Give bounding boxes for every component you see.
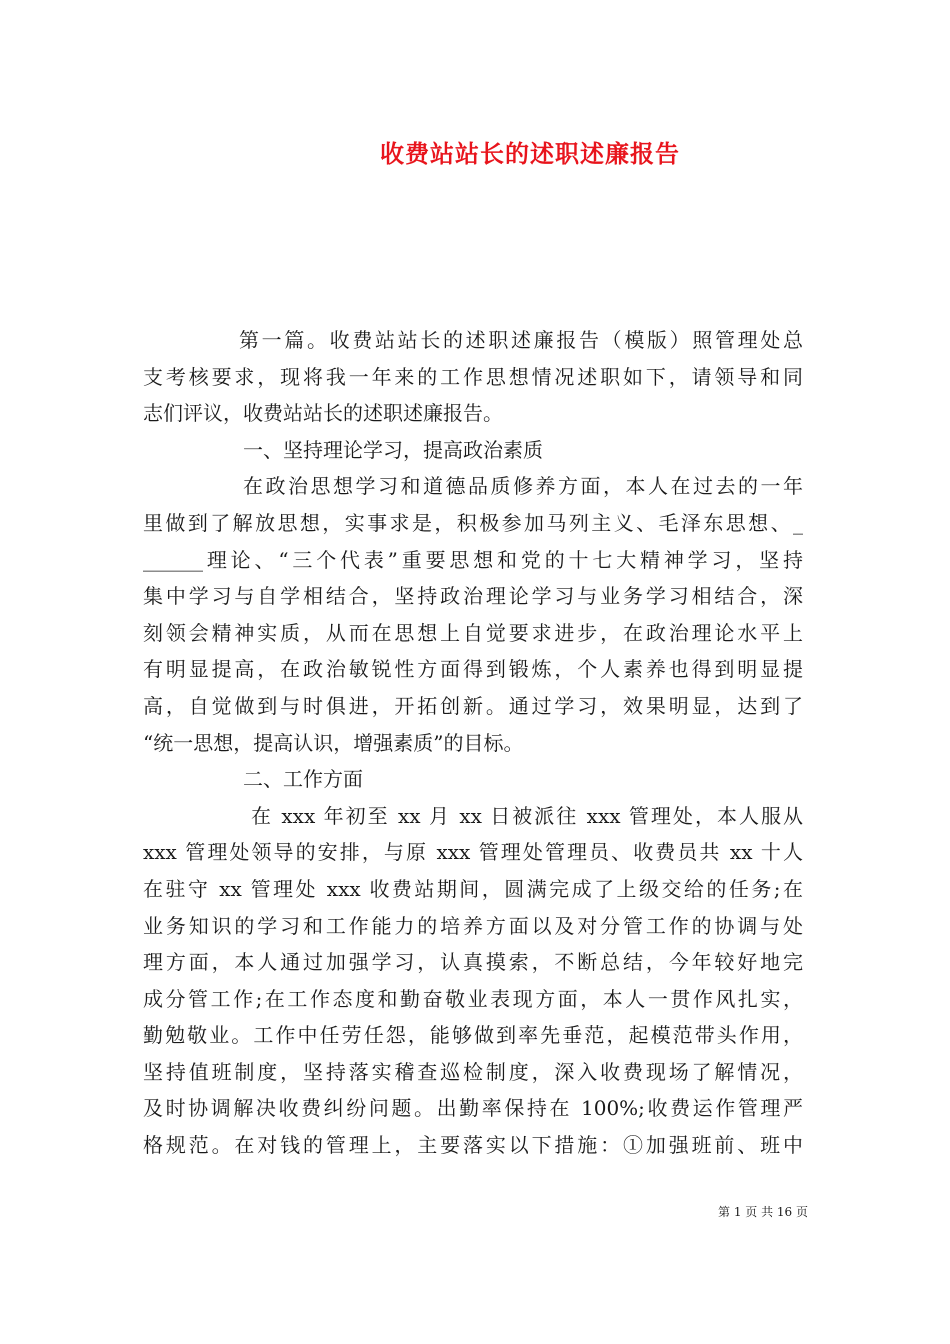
paragraph-line: 在政治思想学习和道德品质修养方面，本人在过去的一年	[243, 474, 803, 499]
section-heading: 一、坚持理论学习，提高政治素质	[243, 437, 543, 462]
body-text	[143, 322, 803, 1164]
paragraph-line: 高，自觉做到与时俱进，开拓创新。通过学习，效果明显，达到了	[143, 693, 803, 718]
page-number: 第 1 页 共 16 页	[718, 1205, 808, 1219]
page-title: 收费站站长的述职述廉报告	[380, 139, 680, 168]
paragraph-line: 成分管工作;在工作态度和勤奋敬业表现方面，本人一贯作风扎实，	[143, 986, 803, 1011]
paragraph-line: 及时协调解决收费纠纷问题。出勤率保持在 100%;收费运作管理严	[143, 1096, 803, 1121]
paragraph-line: 理方面，本人通过加强学习，认真摸索，不断总结，今年较好地完	[143, 950, 803, 975]
paragraph-line: 格规范。在对钱的管理上，主要落实以下措施：①加强班前、班中	[143, 1133, 803, 1158]
section-heading: 二、工作方面	[243, 767, 363, 792]
paragraph-line: 志们评议，收费站站长的述职述廉报告。	[143, 401, 503, 426]
paragraph-line: “统一思想，提高认识，增强素质”的目标。	[143, 730, 524, 755]
paragraph-line: 第一篇。收费站站长的述职述廉报告（模版）照管理处总	[239, 328, 803, 352]
paragraph-line: ______理论、“三个代表”重要思想和党的十七大精神学习，坚持	[143, 547, 803, 572]
paragraph-line: 刻领会精神实质，从而在思想上自觉要求进步，在政治理论水平上	[143, 620, 803, 645]
paragraph-line: xxx 管理处领导的安排，与原 xxx 管理处管理员、收费员共 xx 十人	[143, 840, 803, 865]
paragraph-line: 坚持值班制度，坚持落实稽查巡检制度，深入收费现场了解情况，	[143, 1059, 803, 1084]
paragraph-line: 在驻守 xx 管理处 xxx 收费站期间，圆满完成了上级交给的任务;在	[143, 876, 803, 901]
paragraph-line: 集中学习与自学相结合，坚持政治理论学习与业务学习相结合，深	[143, 584, 803, 609]
paragraph-line: 有明显提高，在政治敏锐性方面得到锻炼，个人素养也得到明显提	[143, 657, 803, 682]
paragraph-line: 业务知识的学习和工作能力的培养方面以及对分管工作的协调与处	[143, 913, 803, 938]
paragraph-line: 勤勉敬业。工作中任劳任怨，能够做到率先垂范，起模范带头作用，	[143, 1023, 803, 1048]
paragraph-line: 里做到了解放思想，实事求是，积极参加马列主义、毛泽东思想、_	[143, 510, 803, 535]
paragraph-line: 支考核要求，现将我一年来的工作思想情况述职如下，请领导和同	[143, 364, 803, 389]
paragraph-line: 在 xxx 年初至 xx 月 xx 日被派往 xxx 管理处，本人服从	[251, 803, 803, 828]
